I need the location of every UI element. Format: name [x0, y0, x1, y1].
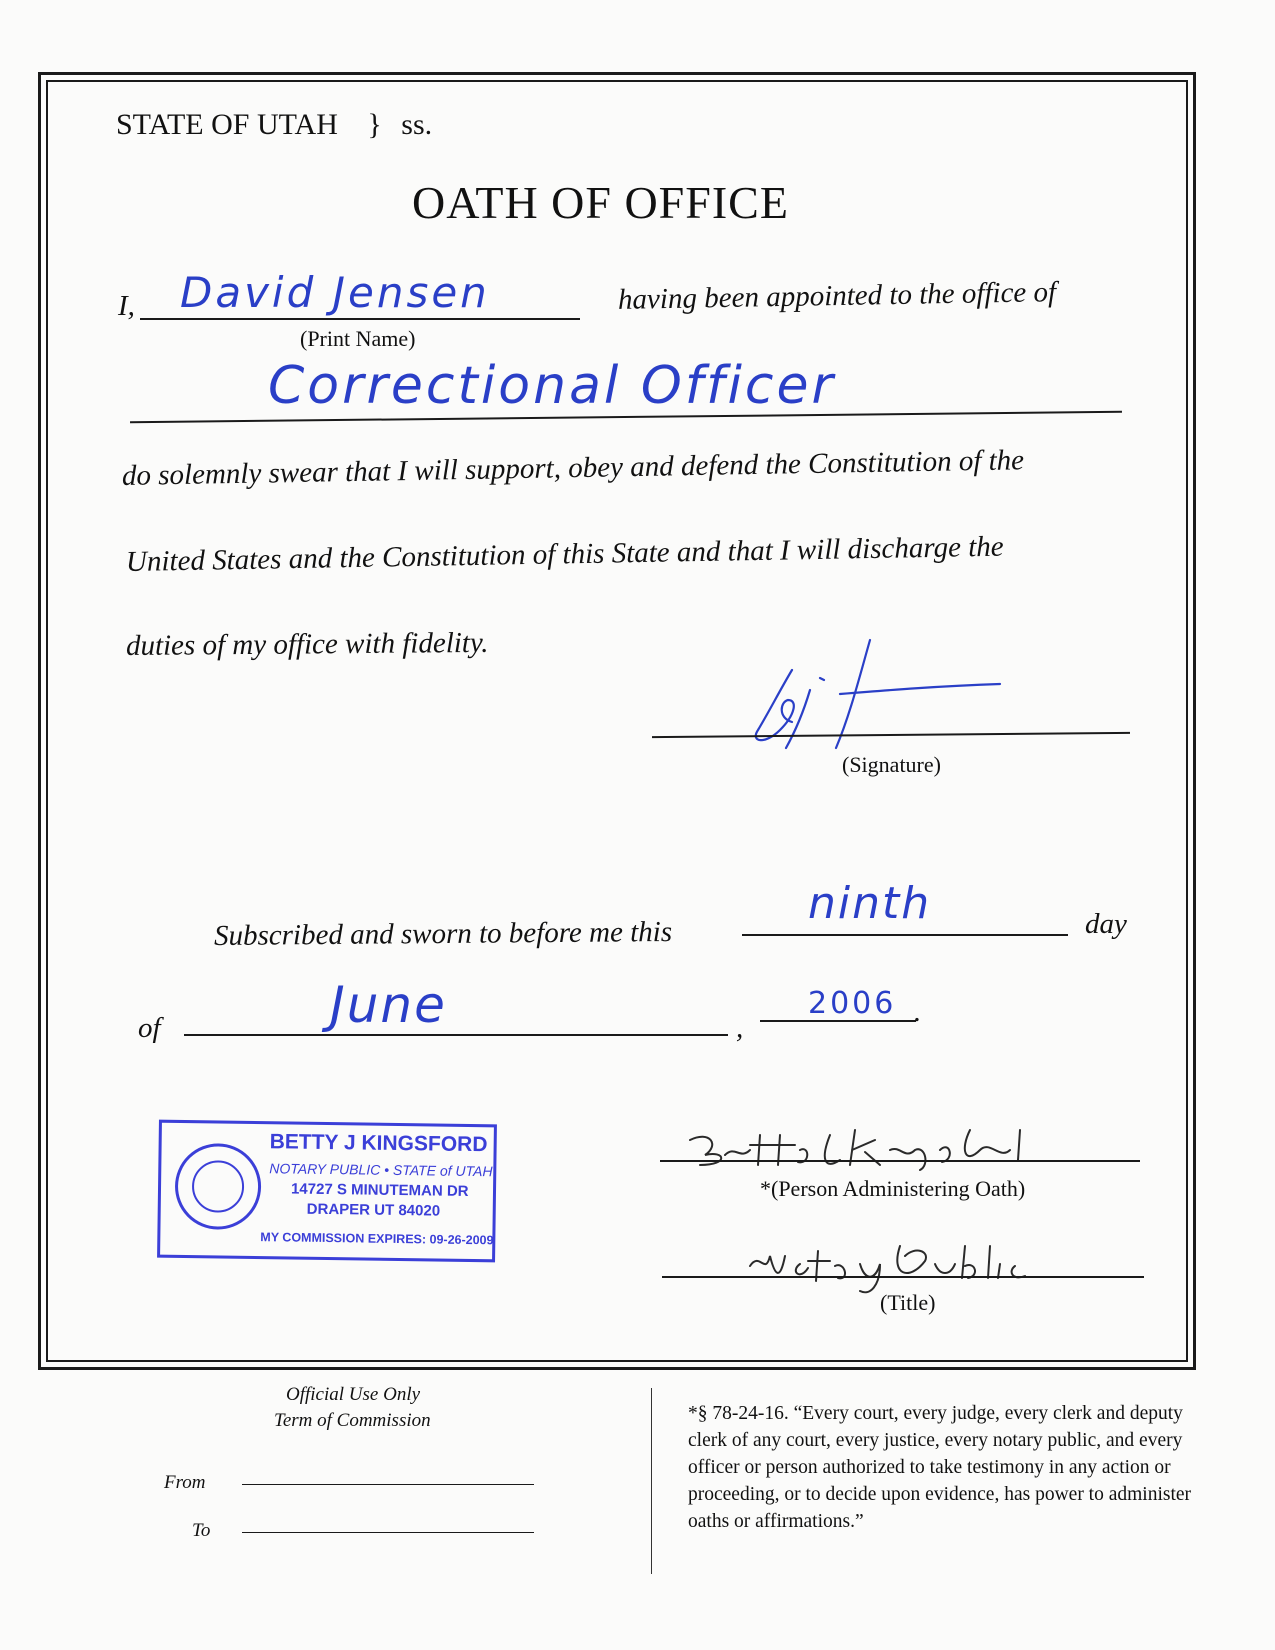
- stamp-commission-expires: MY COMMISSION EXPIRES: 09-26-2009: [260, 1230, 494, 1248]
- administrator-line: [660, 1160, 1140, 1162]
- term-of-commission-heading: Term of Commission: [274, 1410, 431, 1431]
- official-use-heading: Official Use Only: [286, 1384, 421, 1405]
- title-handwritten-signature: [740, 1236, 1100, 1296]
- person-administering-label: *(Person Administering Oath): [760, 1176, 1026, 1201]
- to-line: [242, 1532, 534, 1533]
- notary-stamp: [157, 1120, 497, 1263]
- date-comma: ,: [736, 1012, 744, 1044]
- appointed-text: having been appointed to the office of: [617, 276, 1057, 316]
- oath-paragraph-line1: do solemnly swear that I will support, obey and defend the Constitution of the: [121, 444, 1025, 492]
- stamp-address: 14727 S MINUTEMAN DR: [290, 1180, 469, 1200]
- administrator-signature: [680, 1120, 1060, 1180]
- month-line: [184, 1034, 728, 1036]
- day-line: [742, 934, 1068, 936]
- statute-footnote: *§ 78-24-16. “Every court, every judge, every clerk and deputy clerk of any court, every justice, every notary public, and every officer or person authorized to take testimony in any action or proceeding, or to decide upon evidence, has power to administer oaths or affirmations.”: [688, 1403, 1192, 1532]
- title-line: [662, 1276, 1144, 1278]
- to-label: To: [192, 1520, 211, 1541]
- state-seal-icon: [174, 1143, 261, 1230]
- oath-taker-signature: [700, 630, 1020, 760]
- day-handwritten: ninth: [808, 878, 932, 929]
- stamp-city: DRAPER UT 84020: [306, 1200, 441, 1220]
- office-handwritten: Correctional Officer: [268, 356, 836, 416]
- day-text: day: [1085, 908, 1127, 940]
- document-title: OATH OF OFFICE: [412, 177, 789, 228]
- brace: }: [367, 108, 382, 141]
- footer-divider: [651, 1388, 652, 1574]
- state-line: [116, 108, 432, 142]
- year-handwritten: 2006: [808, 986, 897, 1021]
- signature-label: (Signature): [842, 752, 941, 777]
- ss-abbrev: ss.: [401, 108, 433, 141]
- print-name-label: (Print Name): [300, 326, 416, 351]
- oath-paragraph-line2: United States and the Constitution of this State and that I will discharge the: [125, 530, 1004, 578]
- of-text: of: [138, 1012, 161, 1044]
- name-handwritten: David Jensen: [180, 268, 490, 317]
- stamp-line2: NOTARY PUBLIC • STATE of UTAH: [269, 1160, 493, 1180]
- from-label: From: [164, 1472, 206, 1493]
- title-label: (Title): [880, 1290, 936, 1315]
- name-line: [140, 318, 580, 320]
- subscribed-text: Subscribed and sworn to before me this: [213, 916, 673, 952]
- date-period: .: [914, 996, 922, 1028]
- oath-prefix: I,: [118, 290, 135, 322]
- month-handwritten: June: [330, 976, 447, 1034]
- oath-paragraph-line3: duties of my office with fidelity.: [125, 626, 489, 662]
- stamp-name: BETTY J KINGSFORD: [269, 1130, 488, 1157]
- from-line: [242, 1484, 534, 1485]
- state-name: STATE OF UTAH: [116, 108, 338, 141]
